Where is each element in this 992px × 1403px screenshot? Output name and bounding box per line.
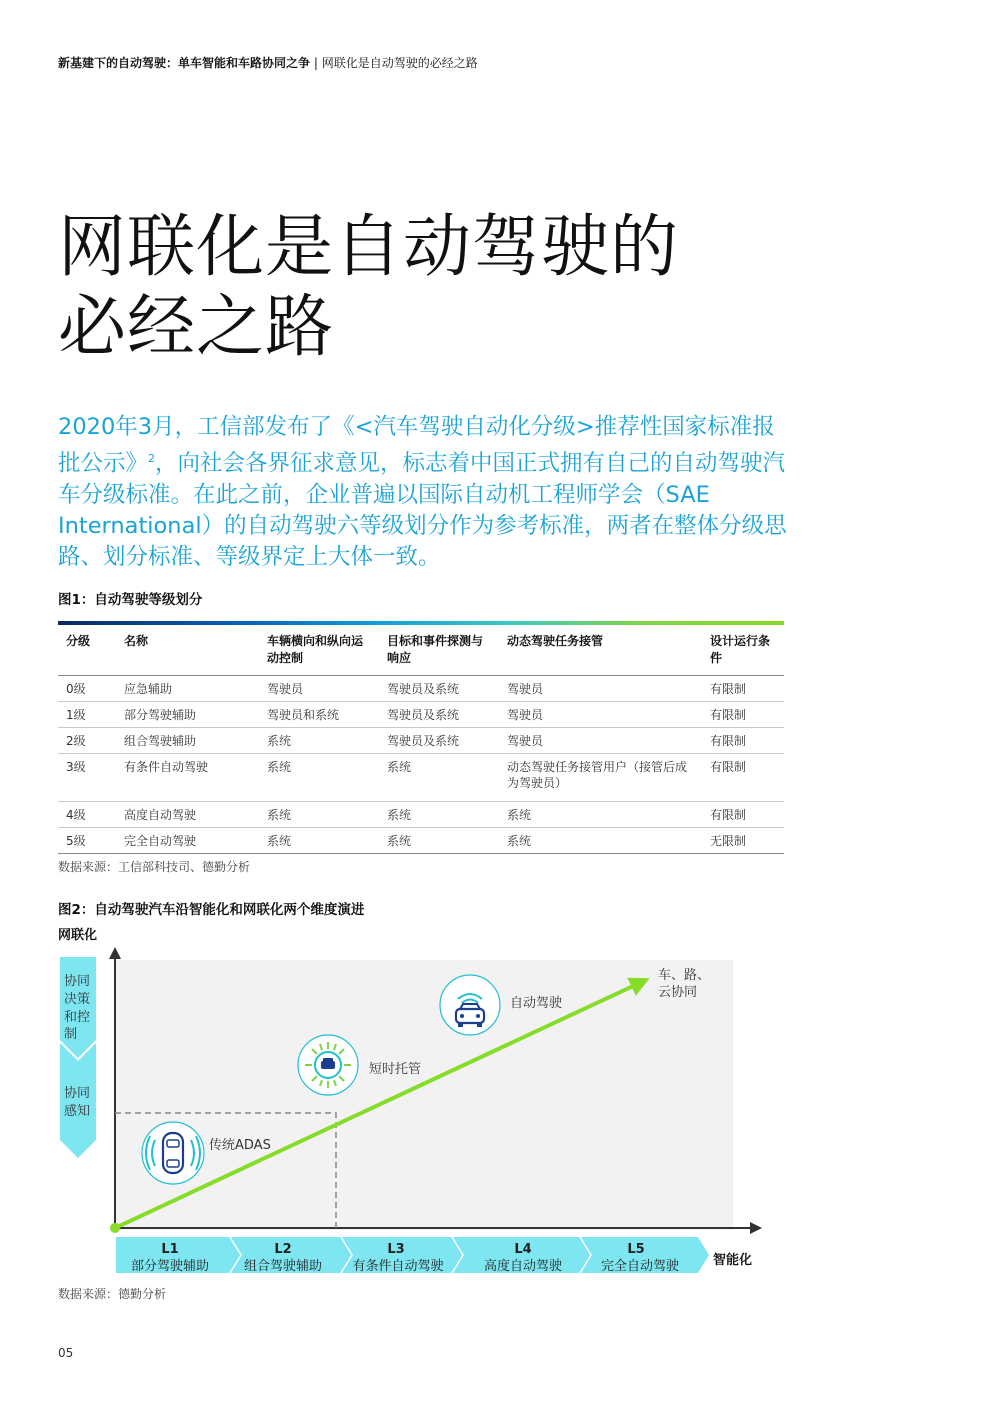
- table-cell: 系统: [379, 802, 499, 828]
- page-title-line1: 网联化是自动驾驶的: [58, 208, 680, 287]
- connected-car-icon: [440, 975, 500, 1035]
- col-header: 目标和事件探测与响应: [379, 625, 499, 676]
- y-level-top-line: 决策: [64, 992, 91, 1007]
- y-axis-arrow: [109, 947, 121, 959]
- table-row: [58, 676, 784, 702]
- page-number: 05: [58, 1346, 74, 1360]
- figure1-caption: 图1：自动驾驶等级划分: [58, 592, 203, 608]
- x-level-code: L2: [274, 1242, 292, 1257]
- table-cell: 系统: [259, 828, 379, 854]
- trend-origin-dot: [110, 1223, 120, 1233]
- y-level-top-line: 协同: [64, 974, 91, 989]
- y-level-bottom-line: 协同: [64, 1086, 91, 1101]
- col-header: 名称: [116, 625, 259, 676]
- col-header: 车辆横向和纵向运动控制: [259, 625, 379, 676]
- figure1-source: 数据来源：工信部科技司、德勤分析: [58, 860, 251, 874]
- automation-levels-table: [58, 625, 784, 854]
- x-axis-arrow: [750, 1222, 762, 1234]
- table-cell: 有限制: [702, 702, 784, 728]
- table-cell: 系统: [259, 728, 379, 754]
- table-cell: 部分驾驶辅助: [116, 702, 259, 728]
- table-cell: 驾驶员: [499, 702, 702, 728]
- table-cell: 驾驶员及系统: [379, 676, 499, 702]
- y-axis-label: 网联化: [58, 928, 98, 943]
- car-sensor-icon: [142, 1122, 204, 1184]
- figure2-caption: 图2：自动驾驶汽车沿智能化和网联化两个维度演进: [58, 902, 365, 918]
- table-cell: 有条件自动驾驶: [116, 754, 259, 802]
- milestone-label-takeover: 短时托管: [369, 1062, 422, 1077]
- y-level-band-top: [60, 957, 96, 1058]
- x-level-code: L1: [161, 1242, 179, 1257]
- table-cell: 有限制: [702, 802, 784, 828]
- page-title: [58, 208, 679, 368]
- figure2-source: 数据来源：德勤分析: [58, 1287, 167, 1301]
- x-level-name: 组合驾驶辅助: [243, 1259, 323, 1274]
- x-level-name: 部分驾驶辅助: [130, 1259, 210, 1274]
- page-title-line2: 必经之路: [58, 288, 335, 367]
- endpoint-label-line1: 车、路、: [658, 968, 711, 983]
- x-level-name: 高度自动驾驶: [483, 1259, 563, 1274]
- table-cell: 组合驾驶辅助: [116, 728, 259, 754]
- table-cell: 3级: [58, 754, 116, 802]
- x-level-name: 有条件自动驾驶: [352, 1259, 444, 1274]
- table-cell: 1级: [58, 702, 116, 728]
- table-cell: 系统: [499, 828, 702, 854]
- car-chip-icon: [298, 1035, 358, 1095]
- footnote-ref: 2: [148, 452, 156, 465]
- table-cell: 系统: [259, 802, 379, 828]
- table-row: [58, 754, 784, 802]
- milestone-label-adas: 传统ADAS: [209, 1138, 271, 1153]
- col-header: 设计运行条件: [702, 625, 784, 676]
- table-row: [58, 802, 784, 828]
- x-level-name: 完全自动驾驶: [600, 1259, 680, 1274]
- table-row: [58, 828, 784, 854]
- intro-text-2: ，向社会各界征求意见，标志着中国正式拥有自己的自动驾驶汽车分级标准。在此之前，企业普遍以国际自动机工程师学会（SAE International）的自动驾驶六等级划分作为参考标准，两者在整体分级思路、划分标准、等级界定上大体一致。: [58, 450, 787, 570]
- y-level-top-line: 和控: [64, 1010, 91, 1025]
- milestone-label-autonomous: 自动驾驶: [510, 996, 563, 1011]
- table-cell: 无限制: [702, 828, 784, 854]
- intro-paragraph: [58, 412, 790, 573]
- table-cell: 完全自动驾驶: [116, 828, 259, 854]
- table-cell: 有限制: [702, 754, 784, 802]
- table-cell: 系统: [379, 828, 499, 854]
- table-cell: 应急辅助: [116, 676, 259, 702]
- table-cell: 驾驶员和系统: [259, 702, 379, 728]
- table-cell: 有限制: [702, 676, 784, 702]
- col-header: 分级: [58, 625, 116, 676]
- table-cell: 动态驾驶任务接管用户（接管后成为驾驶员）: [499, 754, 702, 802]
- table-cell: 系统: [499, 802, 702, 828]
- table-cell: 驾驶员及系统: [379, 728, 499, 754]
- header-separator: |: [313, 56, 318, 70]
- endpoint-label-line2: 云协同: [658, 985, 698, 1000]
- plot-background: [115, 960, 733, 1230]
- intro-text-1: 2020年3月，工信部发布了《<汽车驾驶自动化分级>推荐性国家标准报批公示》: [58, 414, 775, 477]
- table-cell: 高度自动驾驶: [116, 802, 259, 828]
- table-row: [58, 702, 784, 728]
- table-cell: 0级: [58, 676, 116, 702]
- table-cell: 驾驶员: [499, 676, 702, 702]
- table-cell: 4级: [58, 802, 116, 828]
- x-level-code: L4: [514, 1242, 532, 1257]
- table-cell: 5级: [58, 828, 116, 854]
- x-level-code: L5: [627, 1242, 645, 1257]
- x-axis-label: 智能化: [713, 1253, 753, 1268]
- y-level-top-line: 制: [64, 1027, 78, 1042]
- table-cell: 有限制: [702, 728, 784, 754]
- running-header: [58, 54, 478, 71]
- table-header-row: [58, 625, 784, 676]
- series-title: 新基建下的自动驾驶：单车智能和车路协同之争: [58, 56, 311, 70]
- col-header: 动态驾驶任务接管: [499, 625, 702, 676]
- table-row: [58, 728, 784, 754]
- evolution-diagram: [58, 925, 778, 1280]
- y-level-bottom-line: 感知: [64, 1104, 91, 1119]
- x-level-code: L3: [387, 1242, 405, 1257]
- table-cell: 驾驶员: [259, 676, 379, 702]
- table-cell: 系统: [379, 754, 499, 802]
- table-cell: 驾驶员: [499, 728, 702, 754]
- section-title: 网联化是自动驾驶的必经之路: [321, 56, 478, 70]
- table-cell: 驾驶员及系统: [379, 702, 499, 728]
- table-cell: 2级: [58, 728, 116, 754]
- table-cell: 系统: [259, 754, 379, 802]
